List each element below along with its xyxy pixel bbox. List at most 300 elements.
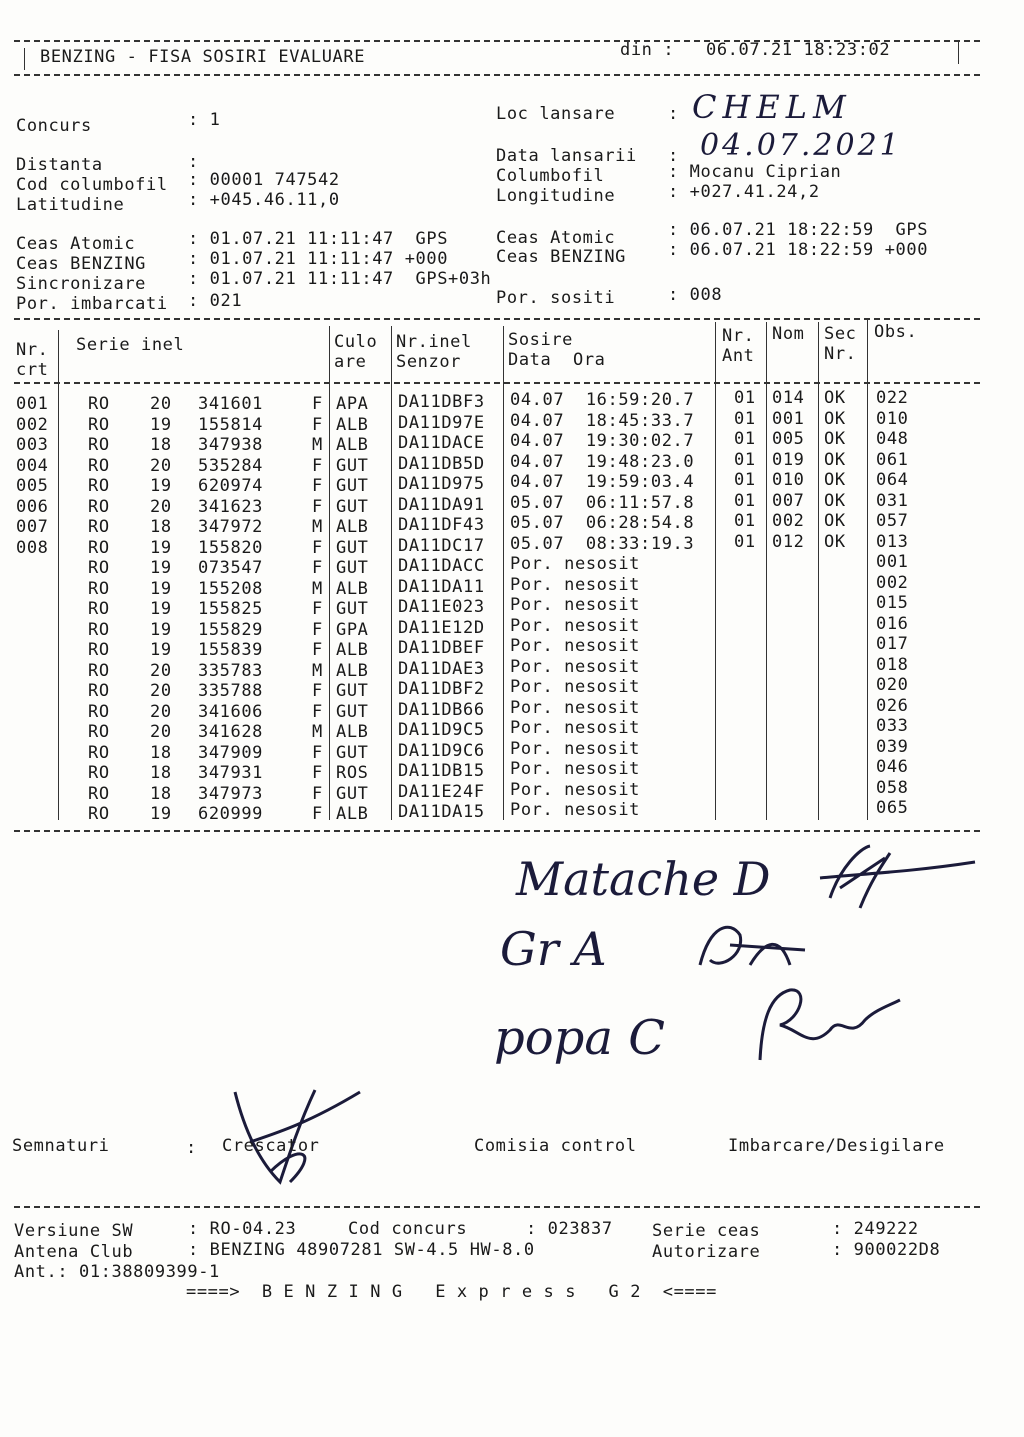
row-culoare: ALB [336,640,369,660]
table-top-rule [14,318,980,320]
row-culoare: GPA [336,619,369,640]
row-sex: F [312,496,323,517]
row-inel: 341606 [198,701,264,722]
table-row [14,654,994,681]
row-an: 20 [150,681,172,701]
por-sositi-label: Por. sositi [496,288,616,308]
row-culoare: GUT [336,558,369,578]
row-senzor: DA11DA11 [398,576,485,597]
data-lansarii-handwritten: 04.07.2021 [700,128,902,163]
row-sex: M [312,517,323,537]
row-culoare: GUT [336,537,369,558]
row-sosire: Por. nesosit [510,595,641,615]
imbarcare-label: Imbarcare/Desigilare [728,1136,945,1156]
row-sex: F [312,640,323,660]
row-sosire: Por. nesosit [510,759,641,779]
row-obs: 002 [876,572,909,593]
table-row [14,695,994,722]
row-culoare: ALB [336,722,369,742]
row-inel: 155829 [198,619,264,640]
row-nom: 001 [772,408,805,429]
header-left-border [24,48,25,70]
row-sec: OK [824,490,846,511]
row-nr: 001 [16,394,49,414]
brand-line: ====> B E N Z I N G E x p r e s s G 2 <==== [186,1282,717,1302]
row-sex: F [312,804,323,824]
row-inel: 155825 [198,599,264,619]
row-senzor: DA11DAE3 [398,658,485,679]
sincronizare-label: Sincronizare [16,274,147,294]
row-sosire: Por. nesosit [510,697,641,718]
row-nr: 004 [16,455,49,476]
row-sosire: 04.07 16:59:20.7 [510,390,695,410]
row-culoare: ALB [336,435,369,455]
row-senzor: DA11DACE [398,433,485,453]
table-row [14,388,994,414]
row-nom: 012 [772,531,805,552]
latitudine-label: Latitudine [16,195,125,215]
row-culoare: GUT [336,599,369,619]
row-an: 19 [150,414,172,435]
concurs-label: Concurs [16,116,92,136]
table-row [14,634,994,660]
row-sosire: Por. nesosit [510,800,641,820]
row-sosire: 05.07 06:11:57.8 [510,492,695,513]
row-sex: F [312,476,323,496]
row-obs: 016 [876,613,909,634]
row-an: 20 [150,722,172,742]
row-inel: 347938 [198,435,264,455]
row-sex: F [312,742,323,763]
table-row [14,572,994,599]
por-imbarcati-value: : 021 [188,291,243,311]
row-inel: 335788 [198,681,264,701]
row-an: 20 [150,660,172,681]
distanta-label: Distanta [16,155,103,175]
row-obs: 010 [876,408,909,429]
row-senzor: DA11DBF2 [398,679,485,699]
loc-lansare-colon: : [668,104,679,124]
row-culoare: ALB [336,578,369,599]
row-an: 19 [150,599,172,619]
row-ant: 01 [734,511,756,531]
row-sosire: Por. nesosit [510,779,641,800]
row-tara: RO [88,414,110,435]
antena-label: Antena Club [14,1242,134,1262]
row-senzor: DA11E12D [398,617,485,638]
latitudine-value: : +045.46.11,0 [188,190,340,210]
row-sosire: Por. nesosit [510,554,641,574]
row-an: 19 [150,578,172,599]
row-nr: 007 [16,517,49,537]
row-an: 20 [150,394,172,414]
row-senzor: DA11D9C5 [398,720,485,740]
serie-ceas-value: : 249222 [832,1219,919,1239]
row-nom: 007 [772,490,805,511]
handwritten-name-matache: Matache D [516,852,771,906]
ceas-atomic2-value: : 06.07.21 18:22:59 GPS [668,220,929,240]
row-nom: 010 [772,470,805,490]
row-sec: OK [824,388,846,408]
col-nr-header-2: crt [16,360,49,380]
row-sosire: Por. nesosit [510,574,641,595]
row-sex: F [312,599,323,619]
row-tara: RO [88,558,110,578]
row-senzor: DA11DBEF [398,638,485,658]
table-row [14,531,994,558]
loc-lansare-label: Loc lansare [496,104,616,124]
col-senzor-header-2: Senzor [396,352,462,372]
row-obs: 065 [876,798,909,818]
row-sosire: 05.07 08:33:19.3 [510,533,695,554]
row-inel: 155208 [198,578,264,599]
row-sex: F [312,537,323,558]
header-right-border [958,42,959,64]
table-row [14,470,994,496]
handwritten-name-popa: popa C [494,1010,665,1066]
row-sosire: 04.07 18:45:33.7 [510,410,695,431]
col-sosire-header: Sosire [508,330,574,350]
semnaturi-colon: : [186,1138,197,1158]
row-culoare: GUT [336,476,369,496]
table-row [14,429,994,455]
row-inel: 620974 [198,476,264,496]
row-inel: 073547 [198,558,264,578]
row-senzor: DA11DB15 [398,761,485,781]
row-senzor: DA11DF43 [398,515,485,535]
row-culoare: ALB [336,414,369,435]
col-culoare-header: Culo [334,332,378,352]
row-senzor: DA11DB66 [398,699,485,720]
sincronizare-value: : 01.07.21 11:11:47 GPS+03h [188,269,492,289]
row-obs: 001 [876,552,909,572]
col-culoare-header-2: are [334,352,367,372]
row-tara: RO [88,783,110,804]
row-obs: 033 [876,716,909,736]
row-sosire: Por. nesosit [510,636,641,656]
col-obs-header: Obs. [874,322,918,342]
table-row [14,490,994,517]
table-row [14,736,994,763]
row-sosire: Por. nesosit [510,677,641,697]
row-sex: M [312,578,323,599]
row-senzor: DA11DBF3 [398,392,485,412]
col-senzor-header: Nr.inel [396,332,472,352]
ceas-benzing2-value: : 06.07.21 18:22:59 +000 [668,240,929,260]
row-sex: F [312,558,323,578]
row-sex: F [312,414,323,435]
row-tara: RO [88,599,110,619]
row-nom: 014 [772,388,805,408]
row-sex: F [312,701,323,722]
table-row [14,552,994,578]
row-senzor: DA11DB5D [398,453,485,474]
row-tara: RO [88,640,110,660]
row-ant: 01 [734,388,756,408]
row-nr: 005 [16,476,49,496]
row-sex: F [312,763,323,783]
row-an: 20 [150,701,172,722]
document-title: BENZING - FISA SOSIRI EVALUARE [40,47,366,67]
row-nom: 002 [772,511,805,531]
row-an: 18 [150,435,172,455]
header-bottom-rule [14,74,980,76]
row-ant: 01 [734,490,756,511]
row-sosire: 04.07 19:48:23.0 [510,451,695,472]
row-nom: 019 [772,449,805,470]
row-sosire: 04.07 19:30:02.7 [510,431,695,451]
row-inel: 155839 [198,640,264,660]
row-obs: 048 [876,429,909,449]
footer-top-rule [14,1206,980,1208]
row-sec: OK [824,449,846,470]
ceas-atomic2-label: Ceas Atomic [496,228,616,248]
data-lansarii-label: Data lansarii [496,146,637,166]
row-an: 20 [150,496,172,517]
row-sec: OK [824,531,846,552]
row-sosire: Por. nesosit [510,656,641,677]
row-tara: RO [88,763,110,783]
row-inel: 155814 [198,414,264,435]
row-inel: 341601 [198,394,264,414]
row-tara: RO [88,660,110,681]
row-tara: RO [88,517,110,537]
por-sositi-value: : 008 [668,285,723,305]
row-sex: M [312,660,323,681]
cod-concurs-label: Cod concurs [348,1219,468,1239]
row-sec: OK [824,511,846,531]
row-obs: 013 [876,531,909,552]
row-nr: 008 [16,537,49,558]
row-culoare: ALB [336,517,369,537]
autorizare-value: : 900022D8 [832,1240,941,1260]
data-lansarii-colon: : [668,146,679,166]
row-obs: 020 [876,675,909,695]
columbofil-value: : Mocanu Ciprian [668,162,842,182]
col-sosire-header-2: Data Ora [508,350,606,370]
loc-lansare-handwritten: CHELM [692,88,852,126]
ceas-benzing-value: : 01.07.21 11:11:47 +000 [188,249,449,269]
row-tara: RO [88,476,110,496]
row-senzor: DA11DA15 [398,802,485,822]
table-row [14,593,994,619]
row-obs: 015 [876,593,909,613]
semnaturi-label: Semnaturi [12,1136,110,1156]
signature-scribble-1 [800,838,980,918]
row-inel: 620999 [198,804,264,824]
row-tara: RO [88,578,110,599]
table-row [14,777,994,804]
row-ant: 01 [734,408,756,429]
table-row [14,716,994,742]
row-an: 19 [150,537,172,558]
row-an: 19 [150,640,172,660]
row-culoare: ALB [336,660,369,681]
row-senzor: DA11DACC [398,556,485,576]
ceas-benzing-label: Ceas BENZING [16,254,147,274]
row-culoare: GUT [336,701,369,722]
row-inel: 155820 [198,537,264,558]
row-inel: 341628 [198,722,264,742]
row-tara: RO [88,804,110,824]
table-row [14,613,994,640]
table-header-rule [14,382,980,384]
table-row [14,675,994,701]
versiune-label: Versiune SW [14,1221,134,1241]
row-inel: 347972 [198,517,264,537]
row-senzor: DA11D975 [398,474,485,494]
row-senzor: DA11DC17 [398,535,485,556]
row-sec: OK [824,470,846,490]
table-row [14,511,994,537]
row-tara: RO [88,455,110,476]
row-sex: M [312,722,323,742]
row-an: 20 [150,455,172,476]
table-row [14,449,994,476]
row-sosire: 05.07 06:28:54.8 [510,513,695,533]
row-ant: 01 [734,531,756,552]
columbofil-label: Columbofil [496,166,605,186]
row-sex: F [312,455,323,476]
row-sex: F [312,619,323,640]
row-inel: 347931 [198,763,264,783]
row-sosire: Por. nesosit [510,738,641,759]
row-culoare: APA [336,394,369,414]
col-nr-header: Nr. [16,340,49,360]
col-ant-header: Nr. [722,326,755,346]
row-senzor: DA11D97E [398,412,485,433]
row-obs: 031 [876,490,909,511]
row-nr: 002 [16,414,49,435]
row-nr: 003 [16,435,49,455]
autorizare-label: Autorizare [652,1242,761,1262]
row-ant: 01 [734,429,756,449]
row-an: 19 [150,619,172,640]
row-sec: OK [824,408,846,429]
row-an: 19 [150,476,172,496]
signature-scribble-3 [750,980,910,1070]
row-an: 18 [150,517,172,537]
row-tara: RO [88,701,110,722]
col-nom-header: Nom [772,324,805,344]
cod-concurs-value: : 023837 [526,1219,613,1239]
signature-scribble-2 [690,915,810,985]
table-bottom-rule [14,830,980,832]
ceas-benzing2-label: Ceas BENZING [496,247,627,267]
row-culoare: ALB [336,804,369,824]
serie-ceas-label: Serie ceas [652,1221,761,1241]
row-culoare: GUT [336,681,369,701]
row-inel: 535284 [198,455,264,476]
row-inel: 341623 [198,496,264,517]
row-tara: RO [88,394,110,414]
row-tara: RO [88,742,110,763]
cod-columbofil-label: Cod columbofil [16,175,168,195]
ceas-atomic-label: Ceas Atomic [16,234,136,254]
row-obs: 039 [876,736,909,757]
row-obs: 057 [876,511,909,531]
ceas-atomic-value: : 01.07.21 11:11:47 GPS [188,229,449,249]
col-sec-header: Sec [824,324,857,344]
row-culoare: ROS [336,763,369,783]
row-inel: 335783 [198,660,264,681]
row-tara: RO [88,619,110,640]
row-ant: 01 [734,470,756,490]
row-sex: M [312,435,323,455]
row-an: 18 [150,783,172,804]
row-sex: F [312,783,323,804]
row-tara: RO [88,722,110,742]
din-value: 06.07.21 18:23:02 [706,40,891,60]
handwritten-name-gr: Gr A [500,922,607,976]
longitudine-value: : +027.41.24,2 [668,182,820,202]
row-inel: 347973 [198,783,264,804]
row-senzor: DA11DA91 [398,494,485,515]
row-senzor: DA11E24F [398,781,485,802]
table-row [14,408,994,435]
row-an: 18 [150,742,172,763]
row-inel: 347909 [198,742,264,763]
table-row [14,757,994,783]
row-obs: 026 [876,695,909,716]
row-sosire: 04.07 19:59:03.4 [510,472,695,492]
por-imbarcati-label: Por. imbarcati [16,294,168,314]
longitudine-label: Longitudine [496,186,616,206]
row-sosire: Por. nesosit [510,615,641,636]
row-nom: 005 [772,429,805,449]
antena-value: : BENZING 48907281 SW-4.5 HW-8.0 [188,1240,535,1260]
row-culoare: GUT [336,455,369,476]
comisia-control-label: Comisia control [474,1136,637,1156]
col-sec-header-2: Nr. [824,344,857,364]
versiune-value: : RO-04.23 [188,1219,297,1239]
row-tara: RO [88,537,110,558]
row-sex: F [312,681,323,701]
row-tara: RO [88,496,110,517]
row-obs: 064 [876,470,909,490]
ant-line: Ant.: 01:38809399-1 [14,1262,220,1282]
row-an: 18 [150,763,172,783]
row-senzor: DA11E023 [398,597,485,617]
din-label: din : [620,40,675,60]
concurs-value: : 1 [188,110,221,130]
row-culoare: GUT [336,742,369,763]
row-tara: RO [88,435,110,455]
row-sex: F [312,394,323,414]
row-obs: 046 [876,757,909,777]
row-obs: 058 [876,777,909,798]
col-ant-header-2: Ant [722,346,755,366]
row-obs: 061 [876,449,909,470]
row-sosire: Por. nesosit [510,718,641,738]
row-obs: 018 [876,654,909,675]
row-sec: OK [824,429,846,449]
row-nr: 006 [16,496,49,517]
cod-columbofil-value: : 00001 747542 [188,170,340,190]
col-serie-header: Serie inel [76,335,185,355]
row-culoare: GUT [336,496,369,517]
row-obs: 022 [876,388,909,408]
crescator-label: Crescator [222,1136,320,1156]
distanta-value: : [188,152,199,172]
row-ant: 01 [734,449,756,470]
row-tara: RO [88,681,110,701]
row-obs: 017 [876,634,909,654]
row-senzor: DA11D9C6 [398,740,485,761]
table-row [14,798,994,824]
row-culoare: GUT [336,783,369,804]
row-an: 19 [150,804,172,824]
